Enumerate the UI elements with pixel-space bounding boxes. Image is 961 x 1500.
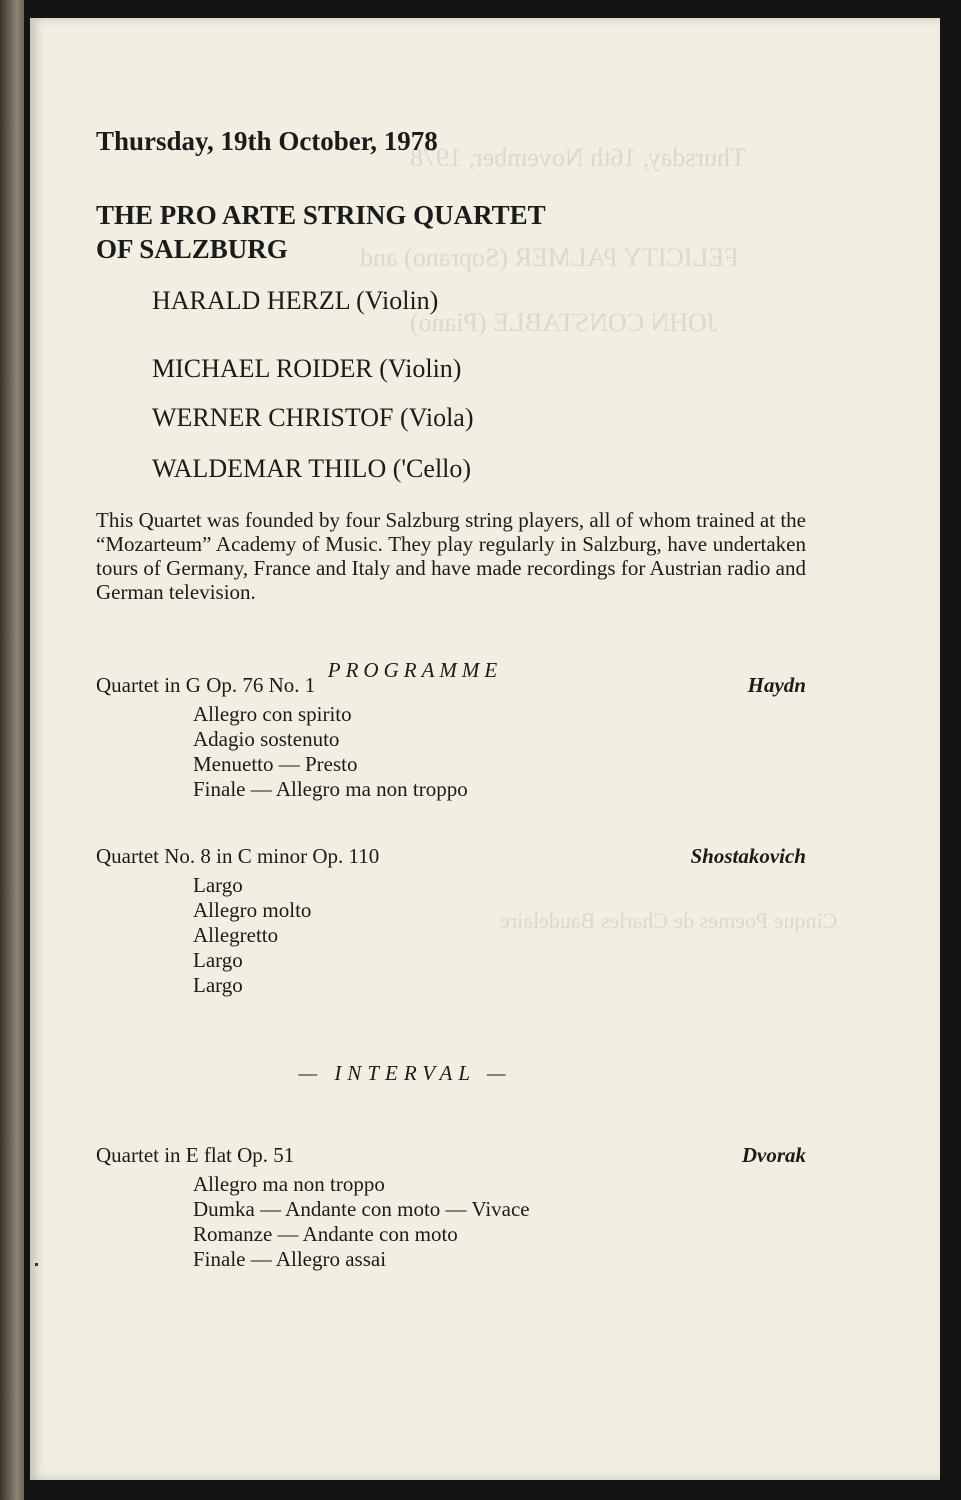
ensemble-title-line: THE PRO ARTE STRING QUARTET [96,200,546,230]
member-name: MICHAEL ROIDER (Violin) [152,354,462,383]
member-name: HARALD HERZL (Violin) [152,286,439,315]
movement: Finale — Allegro ma non troppo [193,777,468,801]
movement: Largo [193,873,243,897]
movement: Adagio sostenuto [193,727,340,751]
work-title: Quartet in G Op. 76 No. 1 [96,673,316,697]
previous-page-edge [0,0,24,1500]
movement: Allegro ma non troppo [193,1172,385,1196]
show-through-text: JOHN CONSTABLE (Piano) [410,308,718,337]
interval-heading: — INTERVAL — [298,1061,512,1085]
movement: Dumka — Andante con moto — Vivace [193,1197,530,1221]
programme-heading: PROGRAMME [327,658,503,682]
show-through-text: Thursday, 16th November, 1978 [410,143,746,172]
movement-list [193,702,806,802]
ensemble-title [96,198,546,266]
movement: Romanze — Andante con moto [193,1222,458,1246]
composer-name: Shostakovich [690,844,806,868]
member-name: WERNER CHRISTOF (Viola) [152,403,474,432]
movement: Allegretto [193,923,279,947]
programme-work [96,844,806,998]
member-name: WALDEMAR THILO ('Cello) [152,454,472,483]
movement: Allegro molto [193,898,312,922]
margin-mark [35,1263,38,1266]
concert-date: Thursday, 19th October, 1978 [96,126,438,156]
movement: Largo [193,948,243,972]
movement-list [193,873,806,998]
composer-name: Dvorak [741,1143,806,1167]
movement: Largo [193,973,243,997]
movement: Menuetto — Presto [193,752,358,776]
work-title: Quartet No. 8 in C minor Op. 110 [96,844,380,868]
ensemble-description: This Quartet was founded by four Salzburg string players, all of whom trained at the “Mozarteum” Academy of Music. They play regularly in Salzburg, have undertaken tours of Germany, France and Italy and have made recordings for Austrian radio and German television. [96,508,806,604]
ensemble-title-line: OF SALZBURG [96,234,288,264]
show-through-text: FELICITY PALMER (Soprano) and [360,243,739,272]
composer-name: Haydn [747,673,806,697]
programme-work [96,1143,806,1272]
programme-page [30,18,940,1480]
movement: Allegro con spirito [193,702,352,726]
movement-list [193,1172,806,1272]
programme-work [96,673,806,802]
show-through-text: Cinque Poemes de Charles Baudelaire [500,908,838,933]
work-title: Quartet in E flat Op. 51 [96,1143,295,1167]
movement: Finale — Allegro assai [193,1247,387,1271]
